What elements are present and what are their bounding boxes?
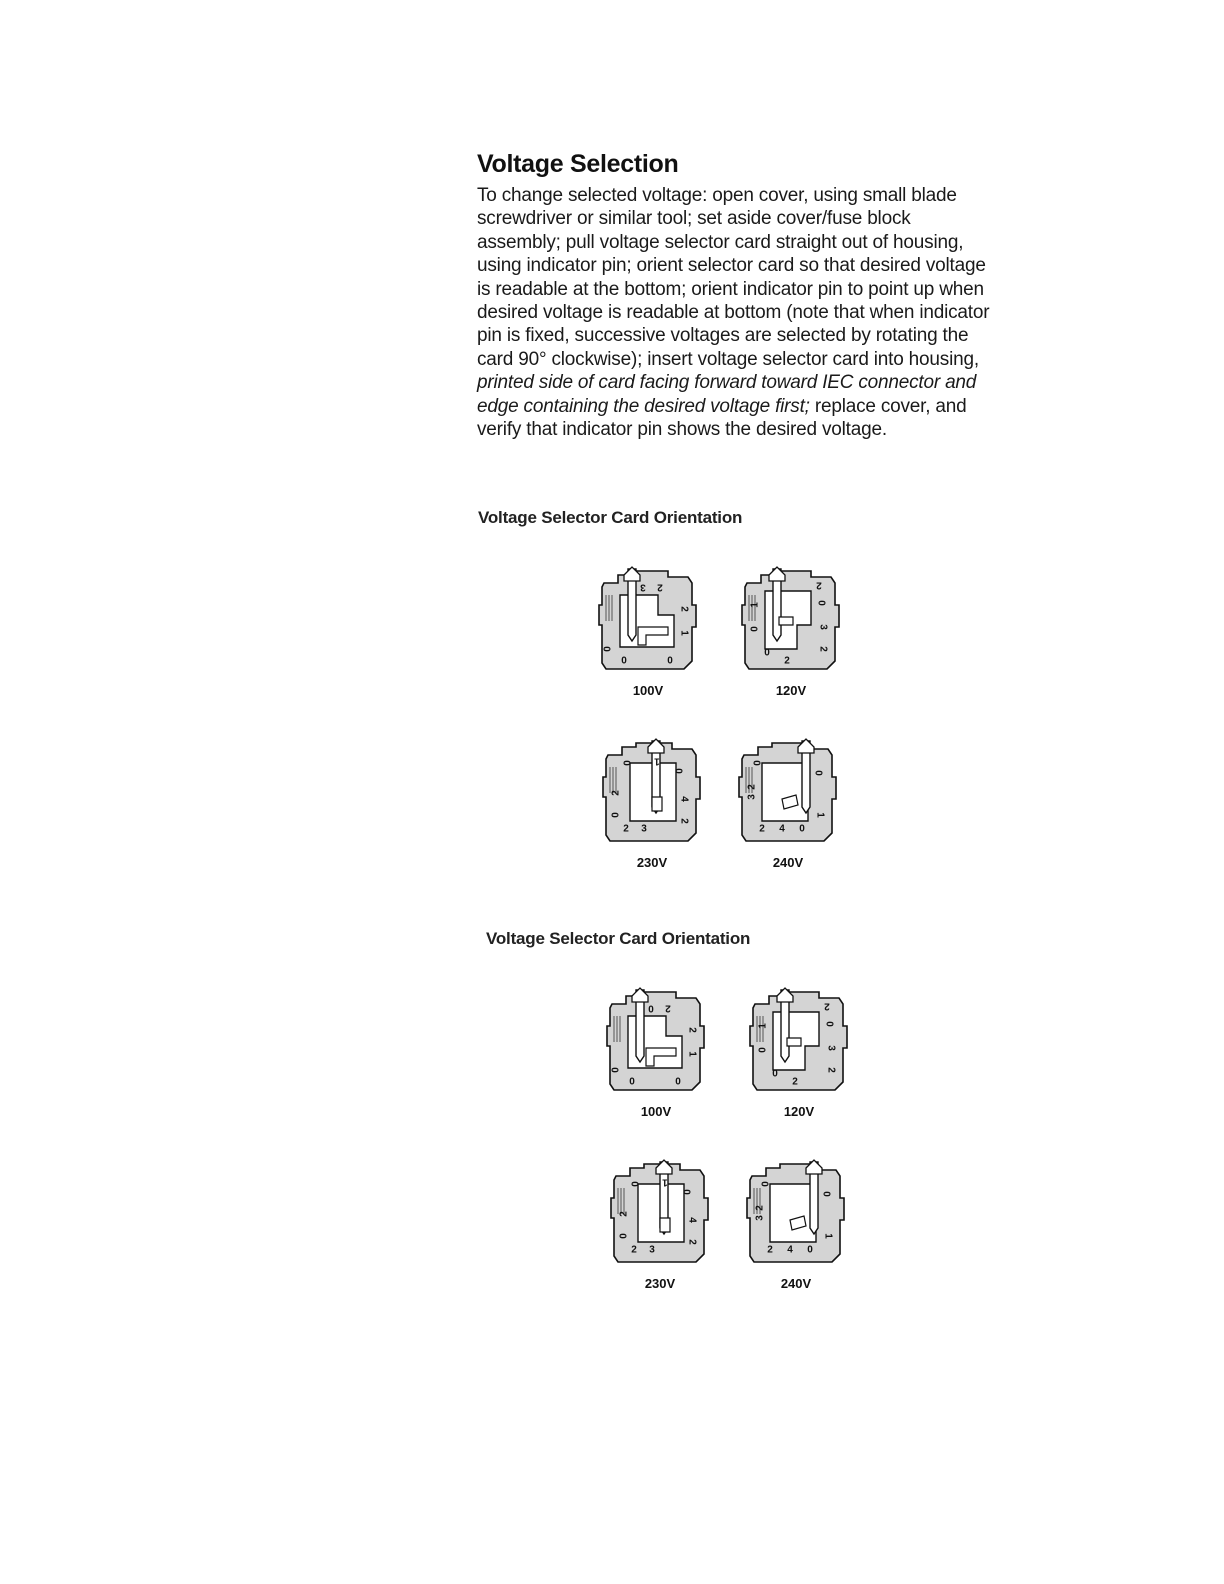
card-digit: 4 [678, 796, 690, 802]
card-digit: 4 [779, 823, 785, 835]
indicator-pin-head [648, 739, 664, 753]
card-digit: 0 [812, 770, 824, 776]
voltage-selector-card [741, 565, 841, 673]
card-digit: 0 [815, 600, 827, 606]
voltage-label: 100V [640, 1104, 672, 1119]
card-slot [787, 1038, 801, 1046]
card-digit: 0 [764, 647, 770, 659]
voltage-selector-card [610, 1158, 710, 1266]
card-digit: 0 [630, 1181, 642, 1187]
card-digit: 2 [817, 646, 829, 652]
selector-card-drawing [602, 737, 702, 845]
selector-card-drawing [746, 1158, 846, 1266]
card-digit: 2 [618, 1211, 630, 1217]
card-digit: 2 [610, 790, 622, 796]
card-digit: 2 [746, 784, 758, 790]
card-digit: 0 [680, 1189, 692, 1195]
card-digit: 3 [754, 1215, 766, 1221]
voltage-label: 240V [772, 855, 804, 870]
card-digit: 0 [757, 1047, 769, 1053]
voltage-selector-card [738, 737, 838, 845]
selector-card-drawing [610, 1158, 710, 1266]
card-digit: 2 [678, 818, 690, 824]
card-digit: 1 [757, 1023, 769, 1029]
card-digit: 0 [622, 760, 634, 766]
card-digit: 2 [754, 1205, 766, 1211]
card-slot [779, 617, 793, 625]
indicator-pin-head [624, 567, 640, 581]
card-digit: 0 [820, 1191, 832, 1197]
instructions-text-part-1: To change selected voltage: open cover, using small blade screwdriver or similar tool; set aside cover/fuse block assembly; pull voltage selector card straight out of housing, using indicator pin; orient selector card so that desired voltage is readable at the bottom; orient indicator pin to point up when desired voltage is readable at bottom (note that when indicator pin is fixed, successive voltages are selected by rotating the card 90° clockwise); insert voltage selector card into housing, [477, 185, 990, 370]
figure-caption-1: Voltage Selector Card Orientation [478, 508, 743, 527]
card-digit: 2 [678, 606, 690, 612]
voltage-selector-card [749, 986, 849, 1094]
voltage-label: 120V [783, 1104, 815, 1119]
voltage-label: 230V [644, 1276, 676, 1291]
voltage-selector-card [602, 737, 702, 845]
card-digit: 4 [787, 1244, 793, 1256]
card-digit: 0 [823, 1021, 835, 1027]
selector-card-drawing [598, 565, 698, 673]
indicator-pin-head [777, 988, 793, 1002]
card-slot [660, 1218, 670, 1232]
selector-card-drawing [738, 737, 838, 845]
card-digit: 3 [825, 1045, 837, 1051]
card-digit: 2 [825, 1067, 837, 1073]
card-digit: 0 [799, 823, 805, 835]
indicator-pin-head [806, 1160, 822, 1174]
card-digit: 0 [618, 1233, 630, 1239]
card-digit: 2 [824, 1000, 830, 1012]
instructions-text-italic: printed side of card facing forward toward IEC connector and edge containing the desired voltage first; [477, 372, 977, 417]
card-digit: 0 [807, 1244, 813, 1256]
section-title: Voltage Selection [477, 150, 679, 178]
selector-card-drawing [606, 986, 706, 1094]
voltage-selector-card [598, 565, 698, 673]
figure-caption-2: Voltage Selector Card Orientation [486, 929, 751, 948]
card-digit: 2 [623, 823, 629, 835]
card-digit: 2 [784, 655, 790, 667]
card-digit: 1 [686, 1051, 698, 1057]
card-digit: 4 [686, 1217, 698, 1223]
card-digit: 1 [749, 602, 761, 608]
card-digit: 1 [678, 630, 690, 636]
card-digit: 3 [640, 581, 646, 593]
card-window [770, 1184, 816, 1242]
card-digit: 2 [816, 579, 822, 591]
card-digit: 1 [814, 812, 826, 818]
voltage-label: 100V [632, 683, 664, 698]
card-digit: 0 [672, 768, 684, 774]
card-digit: 1 [822, 1233, 834, 1239]
card-digit: 0 [667, 655, 673, 667]
card-digit: 0 [675, 1076, 681, 1088]
card-digit: 2 [759, 823, 765, 835]
card-digit: 2 [792, 1076, 798, 1088]
card-digit: 2 [686, 1239, 698, 1245]
card-digit: 0 [648, 1002, 654, 1014]
card-digit: 3 [641, 823, 647, 835]
card-digit: 2 [686, 1027, 698, 1033]
card-digit: 2 [767, 1244, 773, 1256]
voltage-selector-card [606, 986, 706, 1094]
card-window [762, 763, 808, 821]
card-digit: 3 [746, 794, 758, 800]
selector-card-drawing [749, 986, 849, 1094]
card-digit: 0 [752, 760, 764, 766]
card-digit: 0 [610, 812, 622, 818]
indicator-pin-head [798, 739, 814, 753]
card-slot [652, 797, 662, 811]
voltage-label: 230V [636, 855, 668, 870]
card-digit: 0 [749, 626, 761, 632]
voltage-label: 120V [775, 683, 807, 698]
card-digit: 0 [602, 646, 614, 652]
card-digit: 1 [654, 755, 660, 767]
card-digit: 3 [817, 624, 829, 630]
card-digit: 2 [665, 1002, 671, 1014]
voltage-selector-card [746, 1158, 846, 1266]
card-digit: 0 [760, 1181, 772, 1187]
card-digit: 0 [621, 655, 627, 667]
voltage-label: 240V [780, 1276, 812, 1291]
card-digit: 2 [631, 1244, 637, 1256]
card-digit: 2 [657, 581, 663, 593]
selector-card-drawing [741, 565, 841, 673]
card-digit: 0 [610, 1067, 622, 1073]
indicator-pin-head [656, 1160, 672, 1174]
card-digit: 1 [662, 1176, 668, 1188]
indicator-pin-head [769, 567, 785, 581]
card-digit: 3 [649, 1244, 655, 1256]
indicator-pin-head [632, 988, 648, 1002]
card-digit: 0 [629, 1076, 635, 1088]
card-digit: 0 [772, 1068, 778, 1080]
instructions-paragraph [477, 184, 997, 441]
instructions-text-part-2: replace cover, and verify that indicator pin shows the desired voltage. [477, 395, 967, 441]
